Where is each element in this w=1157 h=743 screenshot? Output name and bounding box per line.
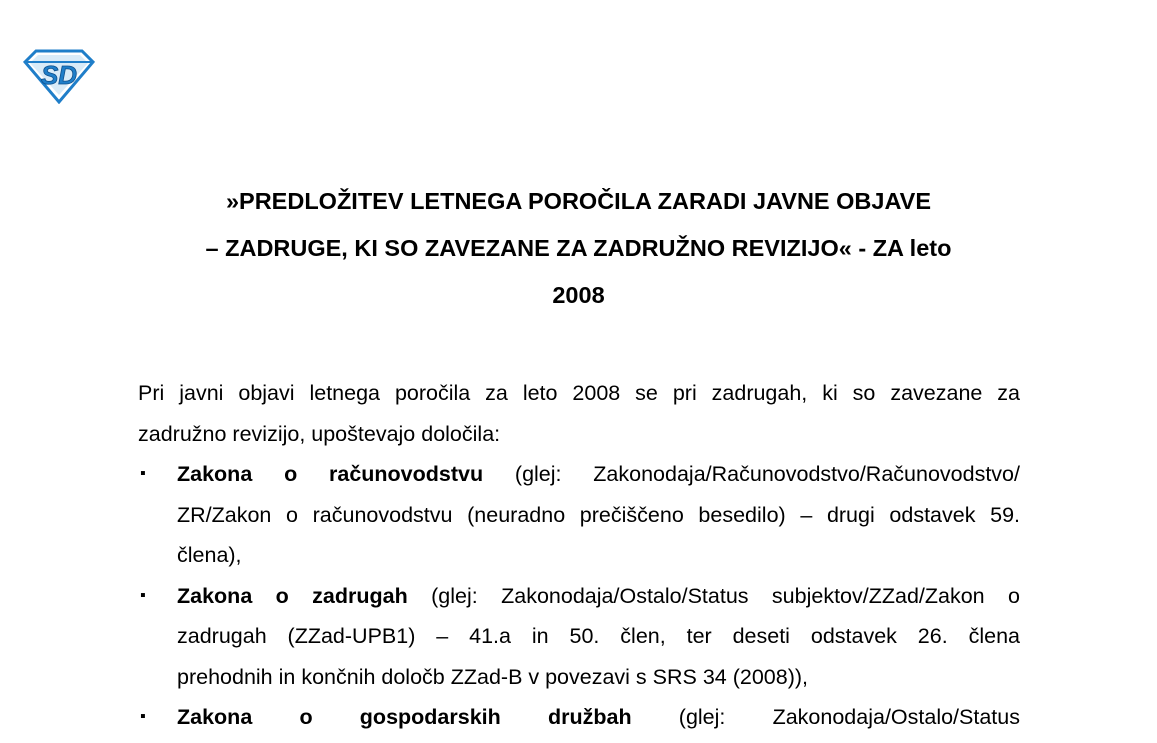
intro-paragraph <box>138 373 1020 454</box>
intro-line-1: Pri javni objavi letnega poročila za leto 2008 se pri zadrugah, ki so zavezane za <box>138 381 1020 405</box>
bullet-square-icon: ▪ <box>140 465 146 482</box>
logo-letters: SD <box>40 60 78 90</box>
list-item-line-1 <box>177 576 1020 617</box>
company-logo <box>22 48 96 104</box>
list-item <box>138 576 1020 698</box>
list-item-line-3: prehodnih in končnih določb ZZad-B v povezavi s SRS 34 (2008)), <box>177 664 809 689</box>
list-item-line-2: ZR/Zakon o računovodstvu (neuradno prečiščeno besedilo) – drugi odstavek 59. <box>177 502 1020 527</box>
law-name: Zakona o zadrugah <box>177 583 408 608</box>
list-item-line-1 <box>177 697 1020 738</box>
law-name: Zakona o računovodstvu <box>177 462 484 486</box>
list-item <box>138 454 1020 576</box>
list-item-line-3: člena), <box>177 543 242 567</box>
list-item-line-1 <box>177 454 1020 495</box>
bullet-square-icon: ▪ <box>140 586 146 604</box>
bullet-square-icon: ▪ <box>140 708 146 725</box>
law-name: Zakona o gospodarskih družbah <box>177 705 632 729</box>
title-line-3: 2008 <box>552 282 605 308</box>
list-item-line-2: zadrugah (ZZad-UPB1) – 41.a in 50. člen, ter deseti odstavek 26. člena <box>177 624 1020 648</box>
law-list <box>138 454 1020 738</box>
law-reference: (glej: Zakonodaja/Ostalo/Status <box>678 705 1020 729</box>
document-body <box>138 373 1020 738</box>
list-item <box>138 697 1020 738</box>
document-title <box>120 178 1037 319</box>
title-line-2: – ZADRUGE, KI SO ZAVEZANE ZA ZADRUŽNO REVIZIJO« - ZA leto <box>205 235 952 261</box>
law-reference: (glej: Zakonodaja/Ostalo/Status subjektov/ZZad/Zakon o <box>431 583 1020 608</box>
intro-line-2: zadružno revizijo, upoštevajo določila: <box>138 421 501 446</box>
law-reference: (glej: Zakonodaja/Računovodstvo/Računovodstvo/ <box>514 462 1020 486</box>
title-line-1: »PREDLOŽITEV LETNEGA POROČILA ZARADI JAVNE OBJAVE <box>225 188 932 214</box>
